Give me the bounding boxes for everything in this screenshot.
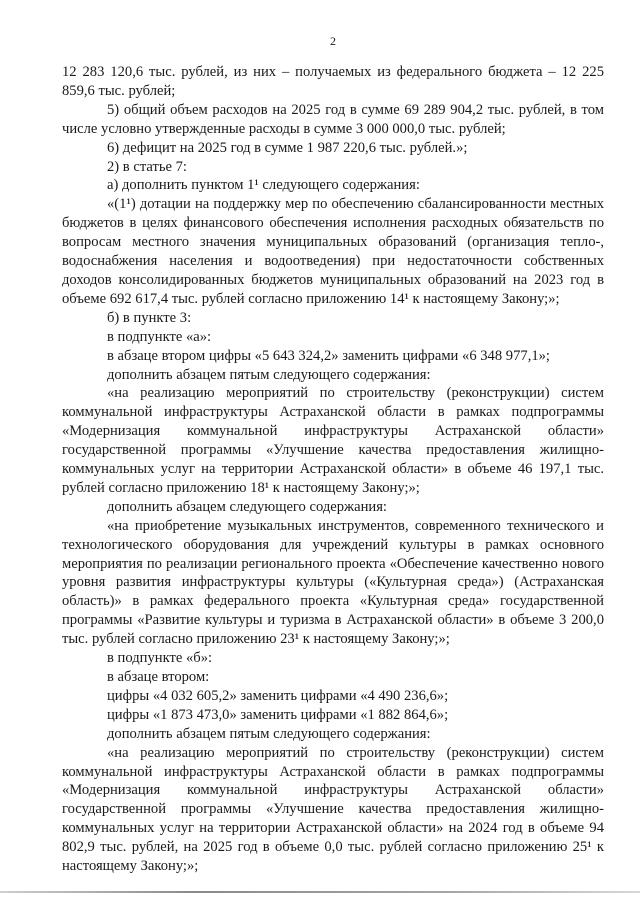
paragraph: 5) общий объем расходов на 2025 год в сумме 69 289 904,2 тыс. рублей, в том числе условно утвержденные расходы в сумме 3 000 000,0 тыс. рублей; <box>62 101 604 137</box>
paragraph: 6) дефицит на 2025 год в сумме 1 987 220,6 тыс. рублей.»; <box>107 139 468 156</box>
paragraph: в подпункте «а»: <box>107 328 212 345</box>
paragraph: «на реализацию мероприятий по строительству (реконструкции) систем коммунальной инфраструктуры Астраханской области в рамках подпрограммы «Модернизация коммунальной инфраструктуры Астраханской области» государственной программы «Улучшение качества предоставления жилищно-коммунальных услуг на территории Астраханской области» в объеме 46 197,1 тыс. рублей согласно приложению 18¹ к настоящему Закону;»; <box>62 385 604 496</box>
scan-edge-line <box>0 891 640 893</box>
paragraph: б) в пункте 3: <box>107 309 192 326</box>
paragraph: цифры «1 873 473,0» заменить цифрами «1 882 864,6»; <box>107 706 449 723</box>
paragraph: 12 283 120,6 тыс. рублей, из них – получаемых из федерального бюджета – 12 225 859,6 тыс. рублей; <box>62 64 604 99</box>
paragraph: в абзаце втором: <box>107 669 210 685</box>
paragraph: «(1¹) дотации на поддержку мер по обеспечению сбалансированности местных бюджетов в целях финансового обеспечения исполнения расходных обязательств по вопросам местного значения муниципальных образований (организация тепло-, водоснабжения населения и водоотведения) при недостаточности собственных доходов консолидированных бюджетов муниципальных образований на 2023 год в объеме 692 617,4 тыс. рублей согласно приложению 14¹ к настоящему Закону;»; <box>62 196 604 307</box>
paragraph: дополнить абзацем следующего содержания: <box>107 498 387 515</box>
paragraph: а) дополнить пунктом 1¹ следующего содержания: <box>107 177 420 194</box>
paragraph: 2) в статье 7: <box>107 158 187 175</box>
paragraph: «на реализацию мероприятий по строительству (реконструкции) систем коммунальной инфраструктуры Астраханской области в рамках подпрограммы «Модернизация коммунальной инфраструктуры Астраханской области» государственной программы «Улучшение качества предоставления жилищно-коммунальных услуг на территории Астраханской области» на 2024 год в объеме 94 802,9 тыс. рублей, на 2025 год в объеме 0,0 тыс. рублей согласно приложению 25¹ к настоящему Закону;»; <box>62 744 604 875</box>
page-number: 2 <box>330 34 336 48</box>
paragraph: в подпункте «б»: <box>107 650 213 667</box>
paragraph: в абзаце втором цифры «5 643 324,2» заменить цифрами «6 348 977,1»; <box>107 347 550 364</box>
paragraph: дополнить абзацем пятым следующего содержания: <box>107 725 431 742</box>
paragraph: «на приобретение музыкальных инструментов, современного технического и технологического оборудования для учреждений культуры в рамках основного мероприятия по реализации регионального проекта «Обеспечение качественно нового уровня развития инфраструктуры культуры («Культурная среда») (Астраханская область)» в рамках федерального проекта «Культурная среда» государственной программы «Развитие культуры и туризма в Астраханской области» в объеме 3 200,0 тыс. рублей согласно приложению 23¹ к настоящему Закону;»; <box>62 517 604 648</box>
paragraph: цифры «4 032 605,2» заменить цифрами «4 490 236,6»; <box>107 687 449 704</box>
paragraph: дополнить абзацем пятым следующего содержания: <box>107 366 431 383</box>
